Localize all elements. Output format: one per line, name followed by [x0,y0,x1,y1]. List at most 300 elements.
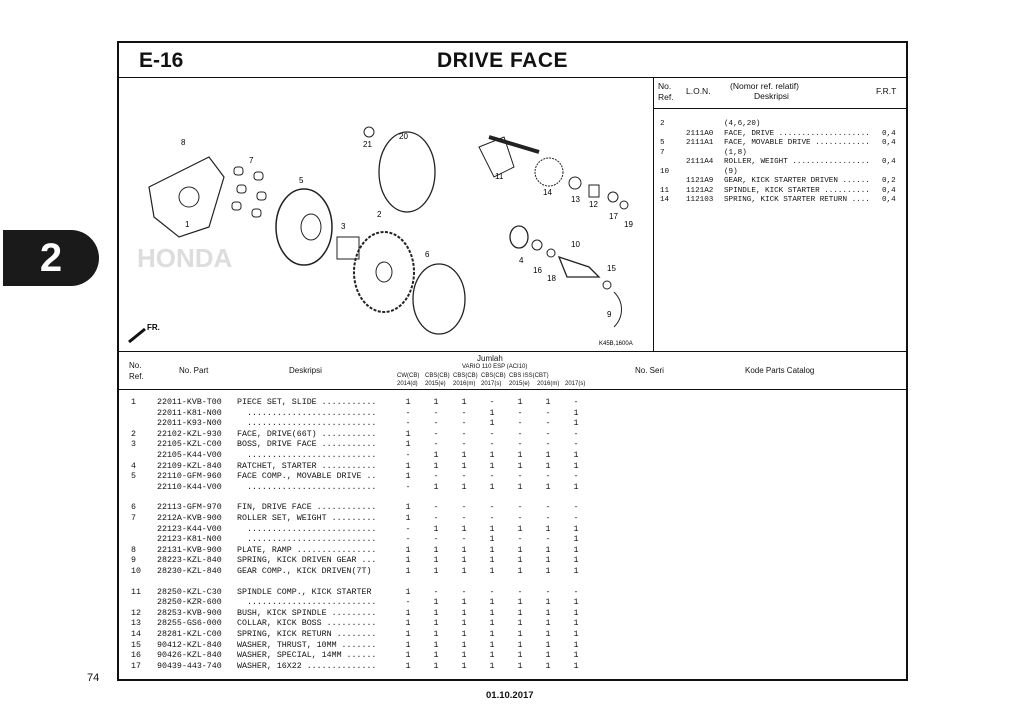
part-number: 22123-K44-V00 [157,524,222,534]
svg-text:15: 15 [607,264,616,273]
qty-value: - [573,514,579,523]
parts-table-row [119,598,906,608]
qty-value: 1 [433,545,439,555]
ref-description: SPRING, KICK STARTER RETURN .... [724,196,870,204]
qty-value: - [461,587,467,597]
qty-value: - [405,598,411,608]
drive-face-gear [354,232,414,312]
qty-value: 1 [405,440,411,450]
qty-value: - [545,503,551,513]
qty-value: 1 [573,524,579,534]
ref-description: (4,6,20) [724,120,761,128]
parts-table-row [119,419,906,429]
parts-table-row [119,409,906,419]
ratchet-starter [510,226,528,248]
front-arrow-icon [129,329,145,342]
qty-value: 1 [405,545,411,555]
ref-description: FACE, DRIVE .................... [724,129,870,138]
qty-value: 1 [461,651,467,661]
qty-value: - [489,472,495,482]
part-description: SPINDLE COMP., KICK STARTER [237,587,372,597]
part-description: RATCHET, STARTER ........... [237,461,377,471]
bush-12 [589,185,599,197]
qty-value: 1 [405,661,411,671]
reference-table-header [654,77,906,109]
parts-table-row [119,641,906,651]
frt-value: 0,4 [882,139,896,147]
part-number-label: No. Part [179,366,209,375]
kick-spindle [489,137,539,152]
qty-value: 1 [573,567,579,576]
parts-table-row [119,472,906,482]
svg-text:20: 20 [399,132,408,141]
parts-ref-label-2: Ref. [129,372,144,381]
part-description: WASHER, 16X22 .............. [237,661,377,671]
row-ref-number: 1 [131,398,136,407]
catalog-page-frame [117,41,908,681]
washer-17 [608,192,618,202]
qty-value: - [461,408,467,418]
qty-value: 1 [573,419,579,429]
svg-text:16: 16 [533,266,542,275]
row-ref-number: 7 [131,514,136,523]
parts-table-row [119,651,906,661]
qty-value: 1 [517,556,523,566]
part-description: ROLLER SET, WEIGHT ......... [237,514,377,523]
qty-value: 1 [573,630,579,639]
qty-value: 1 [573,619,579,629]
parts-table-row [119,483,906,493]
parts-desc-label: Deskripsi [289,366,322,375]
movable-drive-face-hub [301,214,321,240]
page-number: 74 [87,672,100,684]
row-ref-number: 12 [131,608,141,618]
qty-value: 1 [433,598,439,608]
parts-table-row [119,588,906,598]
qty-value: - [545,472,551,482]
qty-value: 1 [405,472,411,482]
ref-description: FACE, MOVABLE DRIVE ............ [724,139,870,147]
qty-value: 1 [489,640,495,650]
ref-col-label-2: Ref. [658,92,674,102]
part-description: SPRING, KICK RETURN ........ [237,630,377,639]
qty-value: - [545,535,551,545]
part-description: PLATE, RAMP ................ [237,545,377,555]
qty-value: 1 [545,619,551,629]
svg-text:1: 1 [185,220,190,229]
parts-table-row [119,462,906,472]
part-description: PIECE SET, SLIDE ........... [237,398,377,407]
part-description: .......................... [237,524,377,534]
ref-description: GEAR, KICK STARTER DRIVEN ...... [724,177,870,185]
part-description: FACE COMP., MOVABLE DRIVE .. [237,472,377,482]
qty-value: 1 [517,524,523,534]
qty-value: - [489,429,495,439]
lon-code: 112103 [686,196,714,204]
part-description: .......................... [237,482,377,492]
desc-col-label-2: Deskripsi [754,91,789,101]
exploded-diagram [119,77,654,351]
qty-value: 1 [545,451,551,460]
qty-value: - [545,587,551,597]
washer-15 [603,281,611,289]
qty-value: - [517,419,523,429]
qty-value: 1 [517,482,523,492]
watermark: HONDA [137,243,233,273]
part-description: WASHER, THRUST, 10MM ....... [237,640,377,650]
lon-code: 2111A4 [686,158,714,166]
ref-number: 5 [660,139,665,147]
row-ref-number: 14 [131,630,141,639]
qty-value: - [573,398,579,407]
qty-value: 1 [461,608,467,618]
qty-value: - [517,514,523,523]
qty-value: 1 [517,608,523,618]
drive-face-center [376,262,392,282]
qty-value: 1 [461,619,467,629]
part-description: .......................... [237,598,377,608]
qty-value: - [489,503,495,513]
row-ref-number: 17 [131,661,141,671]
parts-ref-label-1: No. [129,361,142,370]
qty-value: 1 [545,661,551,671]
qty-value: 1 [517,545,523,555]
svg-text:5: 5 [299,176,304,185]
direction-label: FR. [147,323,160,332]
parts-table-row [119,619,906,629]
qty-value: 1 [517,630,523,639]
qty-col-bottom: 2015(e) [509,381,530,387]
part-number: 28230-KZL-840 [157,567,222,576]
qty-model-label: VARIO 110 ESP (ACI10) [462,364,528,370]
diagram-drawing [119,77,651,349]
svg-text:17: 17 [609,212,618,221]
fin-drive-face [413,264,465,334]
parts-table-row [119,525,906,535]
frt-col-label: F.R.T [876,86,897,96]
qty-value: 1 [545,461,551,471]
qty-value: 1 [433,556,439,566]
part-number: 22102-KZL-930 [157,429,222,439]
ramp-plate-hole [179,187,199,207]
svg-text:18: 18 [547,274,556,283]
part-description: WASHER, SPECIAL, 14MM ...... [237,651,377,661]
catalog-code-label: Kode Parts Catalog [745,366,815,375]
qty-value: 1 [489,661,495,671]
part-number: 28250-KZR-600 [157,598,222,608]
page-header [119,43,906,78]
qty-col-bottom: 2016(m) [537,381,560,387]
qty-value: 1 [545,482,551,492]
ref-number: 10 [660,167,670,176]
qty-value: 1 [433,619,439,629]
row-ref-number: 10 [131,567,141,576]
qty-value: 1 [573,535,579,545]
qty-value: 1 [433,608,439,618]
row-ref-number: 16 [131,651,141,661]
parts-table-row [119,503,906,513]
qty-value: 1 [461,451,467,460]
qty-value: 1 [433,661,439,671]
svg-text:6: 6 [425,250,430,259]
qty-value: 1 [545,545,551,555]
part-number: 22011-K93-N00 [157,419,222,429]
part-description: SPRING, KICK DRIVEN GEAR ... [237,556,377,566]
part-number: 28250-KZL-C30 [157,587,222,597]
parts-table-row [119,556,906,566]
desc-col-label-1: (Nomor ref. relatif) [730,81,799,91]
qty-value: - [545,419,551,429]
part-number: 22011-K81-N00 [157,408,222,418]
qty-value: - [573,503,579,513]
qty-value: 1 [545,640,551,650]
collar-13 [569,177,581,189]
ref-number: 11 [660,186,670,195]
qty-value: - [517,503,523,513]
parts-table-row [119,430,906,440]
qty-value: 1 [405,461,411,471]
qty-value: 1 [545,567,551,576]
row-ref-number: 11 [131,587,141,597]
qty-value: - [433,440,439,450]
qty-value: 1 [545,556,551,566]
frt-value: 0,4 [882,196,896,204]
qty-value: - [433,535,439,545]
qty-value: - [517,587,523,597]
qty-value: 1 [405,429,411,439]
qty-value: - [489,398,495,407]
row-ref-number: 2 [131,429,136,439]
parts-table-row [119,567,906,577]
qty-value: 1 [405,556,411,566]
qty-value: 1 [461,398,467,407]
row-ref-number: 3 [131,440,136,450]
part-description: .......................... [237,408,377,418]
part-number: 90412-KZL-840 [157,640,222,650]
qty-value: 1 [405,398,411,407]
qty-value: 1 [489,461,495,471]
qty-value: 1 [461,630,467,639]
qty-value: 1 [573,451,579,460]
qty-value: 1 [405,651,411,661]
section-tab: 2 [3,230,99,286]
qty-value: - [461,429,467,439]
qty-value: - [545,440,551,450]
part-number: 90439-443-740 [157,661,222,671]
qty-value: 1 [573,651,579,661]
row-ref-number: 6 [131,503,136,513]
part-description: GEAR COMP., KICK DRIVEN(7T) [237,567,372,576]
frt-value: 0,2 [882,177,896,185]
qty-value: 1 [405,630,411,639]
washer-21 [364,127,374,137]
qty-value: 1 [545,608,551,618]
row-ref-number: 5 [131,472,136,482]
qty-value: 1 [405,567,411,576]
qty-value: - [433,514,439,523]
qty-value: - [461,535,467,545]
qty-value: 1 [433,651,439,661]
qty-value: 1 [517,640,523,650]
qty-value: 1 [489,630,495,639]
kick-driven-gear [559,257,599,277]
qty-value: - [433,429,439,439]
lon-code: 1121A2 [686,186,714,195]
row-ref-number: 4 [131,461,136,471]
row-ref-number: 13 [131,619,141,629]
qty-value: - [433,503,439,513]
qty-col-bottom: 2015(e) [425,381,446,387]
qty-value: - [573,472,579,482]
qty-value: 1 [573,598,579,608]
qty-value: - [433,408,439,418]
lon-code: 2111A0 [686,129,714,138]
parts-table-row [119,514,906,524]
svg-text:2: 2 [377,210,382,219]
qty-value: - [433,587,439,597]
qty-value: - [405,524,411,534]
qty-value: - [405,535,411,545]
qty-value: 1 [545,651,551,661]
qty-value: 1 [517,398,523,407]
qty-value: 1 [489,567,495,576]
figure-code: K45B,1600A [599,341,633,347]
qty-value: 1 [405,514,411,523]
qty-value: 1 [433,630,439,639]
svg-text:14: 14 [543,188,552,197]
qty-value: 1 [489,619,495,629]
fin-top [379,132,435,212]
qty-value: 1 [545,524,551,534]
qty-value: - [489,587,495,597]
svg-text:10: 10 [571,240,580,249]
parts-table-header [119,351,906,390]
qty-value: 1 [461,598,467,608]
washer-16 [532,240,542,250]
svg-text:3: 3 [341,222,346,231]
qty-value: 1 [573,556,579,566]
qty-col-top: CBS(CB) [481,373,506,379]
qty-value: 1 [489,556,495,566]
section-code: E-16 [139,49,184,72]
qty-col-top: CBS(CB) [453,373,478,379]
qty-value: 1 [573,545,579,555]
row-ref-number: 8 [131,545,136,555]
part-number: 22123-K81-N00 [157,535,222,545]
weight-rollers [232,167,266,217]
part-number: 2212A-KVB-900 [157,514,222,523]
qty-value: 1 [433,524,439,534]
kick-driven-spring [614,292,622,327]
qty-value: - [517,472,523,482]
callout-labels [181,132,633,319]
part-number: 28223-KZL-840 [157,556,222,566]
ref-col-label-1: No. [658,81,672,91]
qty-value: - [405,451,411,460]
qty-value: 1 [573,661,579,671]
parts-table-row [119,630,906,640]
qty-col-bottom: 2016(m) [453,381,476,387]
qty-value: - [573,587,579,597]
qty-value: 1 [573,482,579,492]
qty-label: Jumlah [477,354,503,363]
qty-value: - [461,472,467,482]
qty-value: 1 [517,567,523,576]
qty-value: 1 [545,598,551,608]
qty-value: 1 [433,398,439,407]
qty-value: 1 [489,608,495,618]
qty-value: - [517,429,523,439]
frt-value: 0,4 [882,186,896,195]
part-description: .......................... [237,419,377,429]
part-number: 22011-KVB-T00 [157,398,222,407]
qty-value: 1 [517,619,523,629]
parts-table-row [119,662,906,672]
part-number: 22110-K44-V00 [157,482,222,492]
qty-value: 1 [461,524,467,534]
part-number: 28253-KVB-900 [157,608,222,618]
qty-value: - [545,429,551,439]
svg-text:9: 9 [607,310,612,319]
qty-value: 1 [573,608,579,618]
ref-description: (9) [724,167,738,176]
part-description: BOSS, DRIVE FACE ........... [237,440,377,450]
qty-value: - [545,514,551,523]
page-title: DRIVE FACE [437,49,569,72]
svg-text:19: 19 [624,220,633,229]
lon-col-label: L.O.N. [686,86,711,96]
qty-value: 1 [461,661,467,671]
qty-value: - [461,514,467,523]
row-ref-number: 15 [131,640,141,650]
serial-label: No. Seri [635,366,664,375]
qty-value: - [573,440,579,450]
qty-value: 1 [405,608,411,618]
qty-value: 1 [489,524,495,534]
qty-value: 1 [517,598,523,608]
qty-value: - [433,419,439,429]
qty-value: 1 [545,398,551,407]
qty-value: - [545,408,551,418]
qty-value: 1 [433,451,439,460]
qty-col-bottom: 2017(s) [565,381,586,387]
kick-return-spring [535,158,563,186]
qty-value: 1 [461,556,467,566]
part-number: 22131-KVB-900 [157,545,222,555]
qty-value: 1 [489,419,495,429]
qty-value: 1 [433,482,439,492]
parts-table-row [119,535,906,545]
svg-text:13: 13 [571,195,580,204]
qty-col-top: CBS(CB) [425,373,450,379]
frt-value: 0,4 [882,129,896,138]
qty-value: 1 [489,451,495,460]
parts-table-row [119,609,906,619]
washer-18 [547,249,555,257]
qty-value: 1 [405,640,411,650]
qty-value: 1 [489,545,495,555]
qty-value: 1 [573,408,579,418]
qty-value: - [573,429,579,439]
qty-value: 1 [489,482,495,492]
parts-table-row [119,451,906,461]
qty-col-bottom: 2014(d) [397,381,418,387]
qty-value: - [517,440,523,450]
qty-value: 1 [461,640,467,650]
svg-text:11: 11 [495,172,504,181]
qty-value: 1 [489,651,495,661]
qty-value: - [489,440,495,450]
